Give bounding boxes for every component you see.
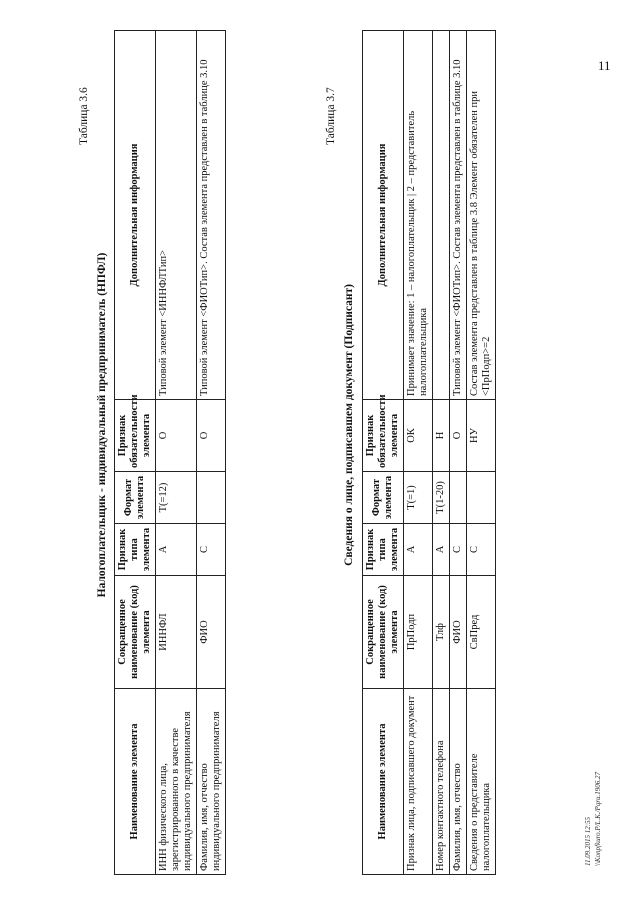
print-path: \\Konpfkuro.P/L.K./Pqru.1906.27 — [594, 771, 602, 866]
table1 — [114, 30, 226, 875]
table2-title: Сведения о лице, подписавшем документ (Подписант) — [343, 284, 355, 566]
table-cell: Признак лица, подписавшего документ — [404, 689, 433, 875]
table-cell: СвПред — [467, 576, 496, 689]
table-cell: Т(=1) — [404, 472, 433, 524]
table-row — [156, 31, 197, 875]
table1-header-cell: Формат элемента — [115, 472, 156, 524]
table2-header-cell: Сокращенное наименование (код) элемента — [363, 576, 404, 689]
table-cell — [467, 472, 496, 524]
table-row — [197, 31, 226, 875]
table-cell — [433, 31, 450, 400]
table1-header-cell: Наименование элемента — [115, 689, 156, 875]
table-cell: Принимает значение: 1 – налогоплательщик | 2 – представитель налогоплательщика — [404, 31, 433, 400]
table1-header-row — [115, 31, 156, 875]
table-cell: Типовой элемент <ФИОТип>. Состав элемента представлен в таблице 3.10 — [450, 31, 467, 400]
table-cell: ИНН физического лица, зарегистрированного в качестве индивидуального предпринимателя — [156, 689, 197, 875]
table-cell: С — [197, 524, 226, 576]
table-cell: С — [450, 524, 467, 576]
table-cell: НУ — [467, 400, 496, 472]
table-cell: Типовой элемент <ИННФЛТип> — [156, 31, 197, 400]
table2-header-cell: Признак обязательности элемента — [363, 400, 404, 472]
table-cell: Состав элемента представлен в таблице 3.8 Элемент обязателен при <ПрПодп>=2 — [467, 31, 496, 400]
table-cell: О — [197, 400, 226, 472]
table-cell: А — [156, 524, 197, 576]
table2-header-cell: Формат элемента — [363, 472, 404, 524]
table-cell — [450, 472, 467, 524]
table-cell: Фамилия, имя, отчество — [450, 689, 467, 875]
table-cell: А — [433, 524, 450, 576]
table-cell: Т(1-20) — [433, 472, 450, 524]
table-cell: Н — [433, 400, 450, 472]
table-cell: Номер контактного телефона — [433, 689, 450, 875]
table2-header-cell: Признак типа элемента — [363, 524, 404, 576]
table1-title: Налогоплательщик - индивидуальный предприниматель (НПФЛ) — [96, 252, 108, 598]
print-stamp: 11.09.2015 12:55 — [584, 816, 592, 866]
table-cell — [197, 472, 226, 524]
table-cell: Сведения о представителе налогоплательщика — [467, 689, 496, 875]
table2-header-cell: Наименование элемента — [363, 689, 404, 875]
table-cell: ФИО — [197, 576, 226, 689]
table-row — [433, 31, 450, 875]
table-cell: ИННФЛ — [156, 576, 197, 689]
table1-header-cell: Признак типа элемента — [115, 524, 156, 576]
table-cell: Фамилия, имя, отчество индивидуального предпринимателя — [197, 689, 226, 875]
table-cell: ОК — [404, 400, 433, 472]
table-cell: Тлф — [433, 576, 450, 689]
table-cell: Типовой элемент <ФИОТип>. Состав элемента представлен в таблице 3.10 — [197, 31, 226, 400]
table1-caption: Таблица 3.6 — [78, 87, 90, 145]
table-cell: С — [467, 524, 496, 576]
table-cell: О — [450, 400, 467, 472]
table2-header-cell: Дополнительная информация — [363, 31, 404, 400]
table-row — [450, 31, 467, 875]
table1-header-cell: Дополнительная информация — [115, 31, 156, 400]
table2-header-row — [363, 31, 404, 875]
table-row — [467, 31, 496, 875]
page-number: 11 — [598, 58, 611, 73]
table-cell: ПрПодп — [404, 576, 433, 689]
table-row — [404, 31, 433, 875]
table-cell: ФИО — [450, 576, 467, 689]
table-cell: Т(=12) — [156, 472, 197, 524]
table1-header-cell: Сокращенное наименование (код) элемента — [115, 576, 156, 689]
table2-caption: Таблица 3.7 — [325, 87, 337, 145]
table2 — [362, 30, 496, 875]
table1-header-cell: Признак обязательности элемента — [115, 400, 156, 472]
table-cell: О — [156, 400, 197, 472]
table-cell: А — [404, 524, 433, 576]
